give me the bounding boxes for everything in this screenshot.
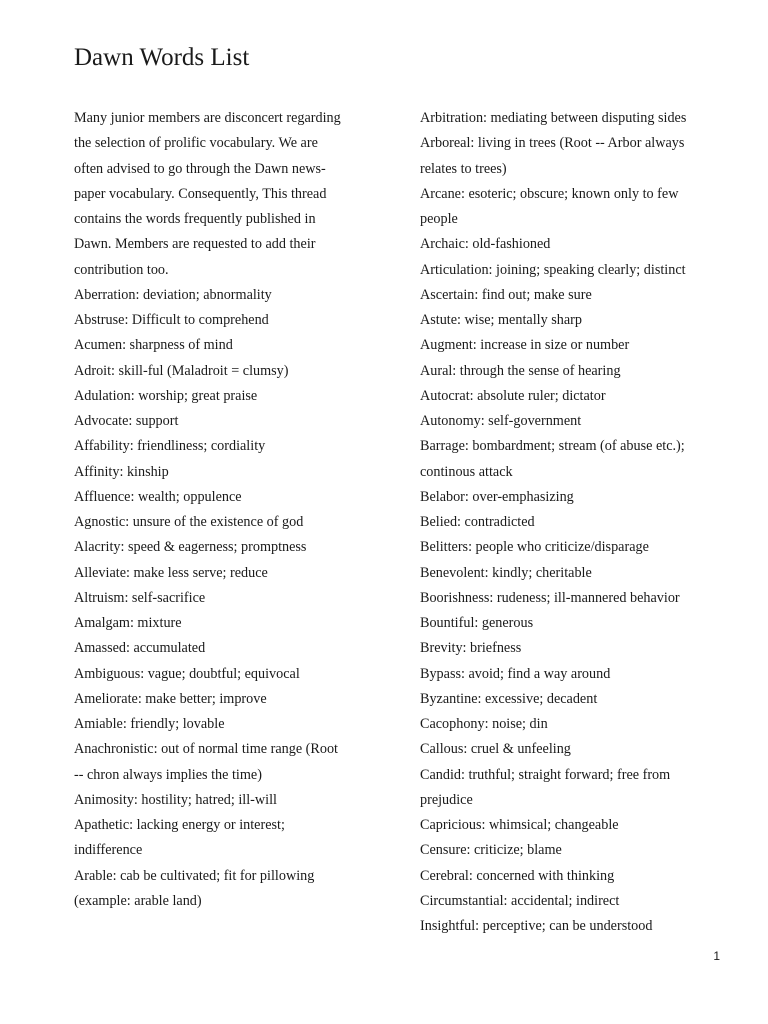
right-column xyxy=(420,106,720,939)
right-column-line: Articulation: joining; speaking clearly; distinct xyxy=(420,261,686,278)
right-column-line: Augment: increase in size or number xyxy=(420,337,630,354)
left-column-line: Dawn. Members are requested to add their xyxy=(74,236,316,253)
right-column-line: Bountiful: generous xyxy=(420,615,534,631)
right-column-line: Arcane: esoteric; obscure; known only to few xyxy=(420,185,679,202)
right-column-line: Cerebral: concerned with thinking xyxy=(420,867,615,884)
right-column-line: Byzantine: excessive; decadent xyxy=(420,690,598,707)
right-column-line: Barrage: bombardment; stream (of abuse etc.); xyxy=(420,438,685,455)
right-column-line: Belitters: people who criticize/disparage xyxy=(420,539,649,556)
left-column-line: Affability: friendliness; cordiality xyxy=(74,438,266,455)
left-column-line: Acumen: sharpness of mind xyxy=(74,337,233,354)
right-column-line: Cacophony: noise; din xyxy=(420,716,548,732)
left-column-line: contribution too. xyxy=(74,261,169,278)
right-column-line: Autonomy: self-government xyxy=(420,413,582,429)
left-column-line: Adroit: skill-ful (Maladroit = clumsy) xyxy=(74,362,289,379)
left-column-line: Apathetic: lacking energy or interest; xyxy=(74,817,285,833)
left-column-line: Advocate: support xyxy=(74,413,179,429)
left-column-line: -- chron always implies the time) xyxy=(74,766,262,783)
left-column-line: Ameliorate: make better; improve xyxy=(74,690,267,707)
right-column-line: Belied: contradicted xyxy=(420,514,535,530)
right-column-line: Capricious: whimsical; changeable xyxy=(420,817,619,833)
right-column-line: continous attack xyxy=(420,463,513,480)
right-column-line: Candid: truthful; straight forward; free from xyxy=(420,766,671,783)
left-column-line: Adulation: worship; great praise xyxy=(74,387,258,404)
left-column-line: Agnostic: unsure of the existence of god xyxy=(74,514,304,530)
left-column-line: Abstruse: Difficult to comprehend xyxy=(74,312,269,328)
right-column-line: Censure: criticize; blame xyxy=(420,842,562,859)
page-number: 1 xyxy=(713,949,720,963)
right-column-line: Callous: cruel & unfeeling xyxy=(420,741,571,758)
left-column-line: Altruism: self-sacrifice xyxy=(74,589,206,606)
right-column-line: Belabor: over-emphasizing xyxy=(420,488,574,505)
right-column-line: Aural: through the sense of hearing xyxy=(420,362,621,379)
left-column-line: Animosity: hostility; hatred; ill-will xyxy=(74,791,277,808)
right-column-line: Benevolent: kindly; cheritable xyxy=(420,564,592,581)
right-column-line: relates to trees) xyxy=(420,160,507,177)
right-column-line: Arboreal: living in trees (Root -- Arbor always xyxy=(420,135,685,152)
right-column-line: Archaic: old-fashioned xyxy=(420,236,551,253)
right-column-line: Ascertain: find out; make sure xyxy=(420,286,592,303)
left-column-line: Alleviate: make less serve; reduce xyxy=(74,564,268,581)
right-column-line: Autocrat: absolute ruler; dictator xyxy=(420,387,606,404)
left-column-line: the selection of prolific vocabulary. We are xyxy=(74,135,318,152)
right-column-line: Bypass: avoid; find a way around xyxy=(420,665,611,682)
left-column xyxy=(74,106,374,914)
right-column-line: Insightful: perceptive; can be understood xyxy=(420,918,653,934)
left-column-line: contains the words frequently published in xyxy=(74,211,316,227)
left-column-line: Affinity: kinship xyxy=(74,463,169,480)
left-column-line: Affluence: wealth; oppulence xyxy=(74,488,242,505)
right-column-line: Astute: wise; mentally sharp xyxy=(420,312,582,328)
left-column-line: Amassed: accumulated xyxy=(74,640,206,657)
right-column-line: Arbitration: mediating between disputing sides xyxy=(420,110,687,126)
left-column-line: Aberration: deviation; abnormality xyxy=(74,286,272,303)
left-column-line: (example: arable land) xyxy=(74,892,202,909)
right-column-line: Circumstantial: accidental; indirect xyxy=(420,892,620,909)
left-column-line: indifference xyxy=(74,842,143,859)
left-column-line: Amiable: friendly; lovable xyxy=(74,716,225,732)
page-title: Dawn Words List xyxy=(74,44,250,71)
right-column-line: prejudice xyxy=(420,791,473,808)
left-column-line: Amalgam: mixture xyxy=(74,615,182,631)
right-column-line: Brevity: briefness xyxy=(420,640,522,657)
left-column-line: paper vocabulary. Consequently, This thread xyxy=(74,185,327,202)
left-column-line: Arable: cab be cultivated; fit for pillowing xyxy=(74,867,315,884)
left-column-line: Ambiguous: vague; doubtful; equivocal xyxy=(74,665,300,682)
left-column-line: often advised to go through the Dawn news- xyxy=(74,160,326,177)
left-column-line: Many junior members are disconcert regarding xyxy=(74,110,341,126)
right-column-line: Boorishness: rudeness; ill-mannered behavior xyxy=(420,589,680,606)
right-column-line: people xyxy=(420,211,458,227)
left-column-line: Anachronistic: out of normal time range (Root xyxy=(74,741,338,758)
left-column-line: Alacrity: speed & eagerness; promptness xyxy=(74,539,307,556)
